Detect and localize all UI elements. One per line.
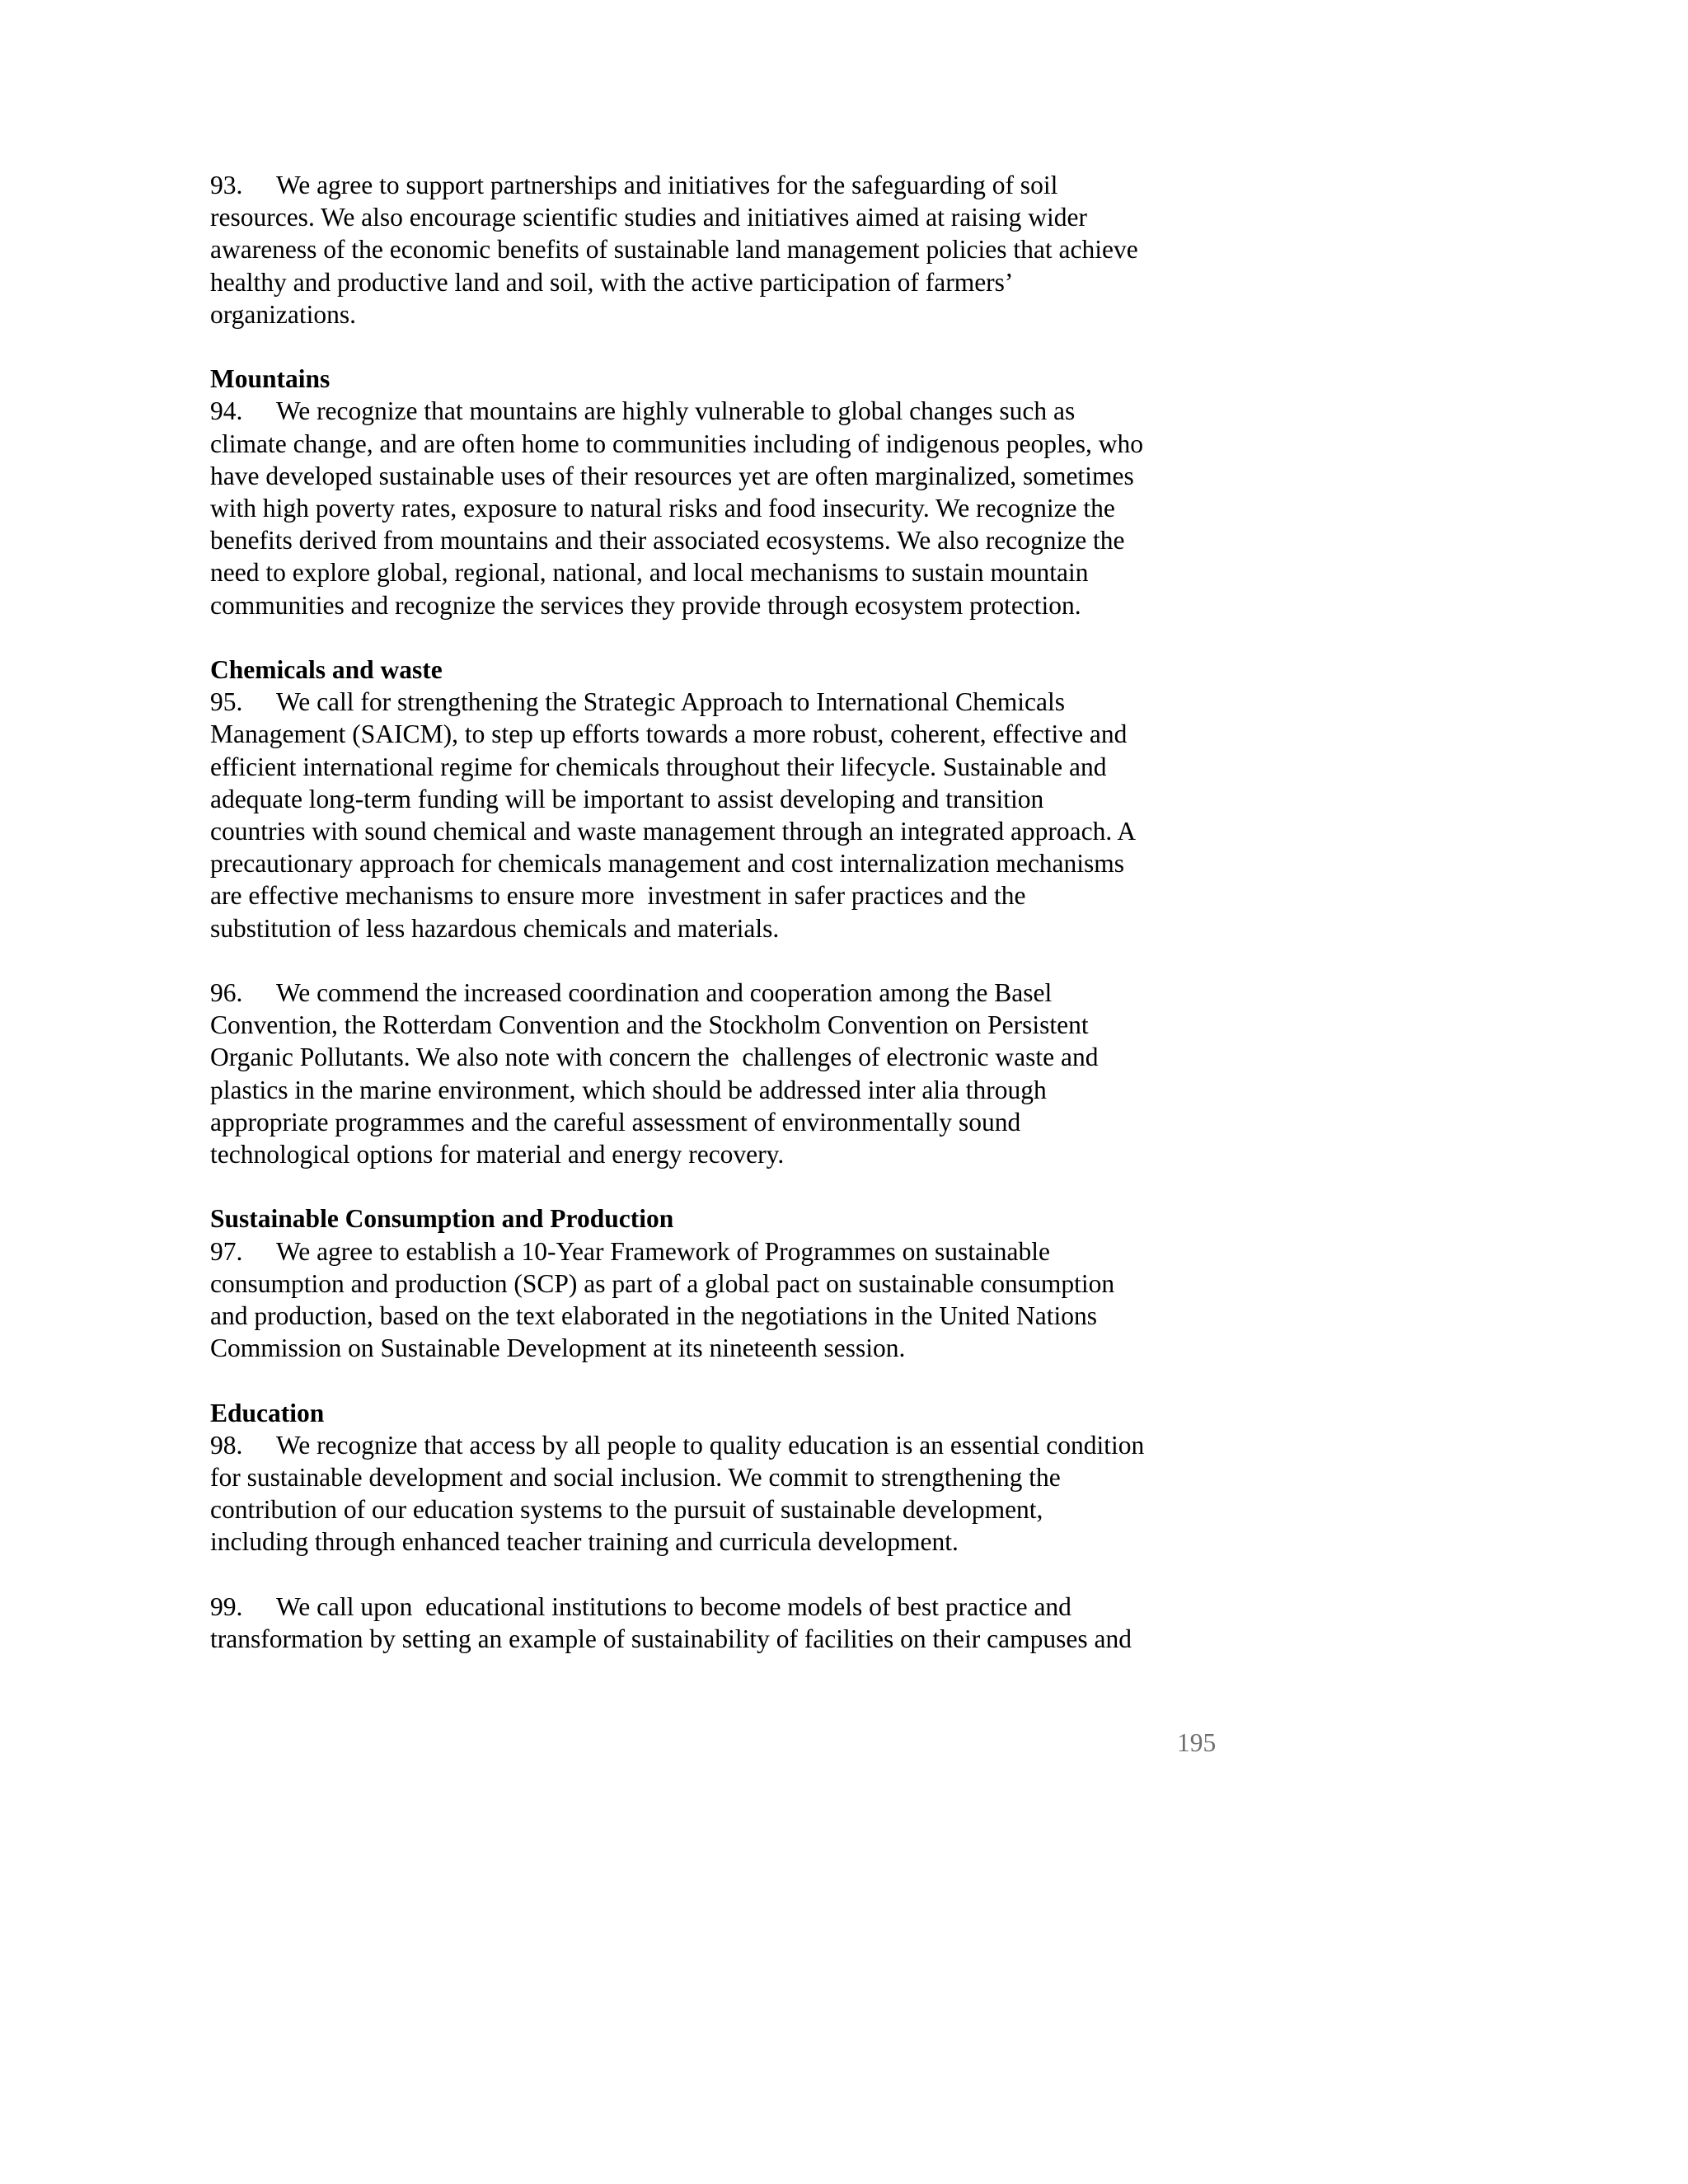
paragraph-text: appropriate programmes and the careful assessment of environmentally sound xyxy=(210,1107,1021,1137)
paragraph-text: We agree to establish a 10-Year Framework of Programmes on sustainable xyxy=(276,1236,1051,1266)
paragraph-text: technological options for material and energy recovery. xyxy=(210,1140,785,1169)
paragraph-line xyxy=(210,847,1240,879)
paragraph-number: 98. xyxy=(210,1430,243,1460)
paragraph-line xyxy=(210,524,1240,556)
paragraph-text: substitution of less hazardous chemicals and materials. xyxy=(210,913,780,943)
paragraph-line xyxy=(210,266,1240,298)
paragraph-line xyxy=(210,492,1240,524)
paragraph-text: We call upon educational institutions to become models of best practice and xyxy=(276,1591,1071,1621)
paragraph-line xyxy=(210,686,1240,718)
paragraph-line xyxy=(210,1429,1240,1461)
paragraph-text: Management (SAICM), to step up efforts towards a more robust, coherent, effective and xyxy=(210,719,1128,749)
paragraph-line xyxy=(210,1493,1240,1526)
section xyxy=(210,169,1240,330)
paragraph-line xyxy=(210,556,1240,588)
numbered-paragraph xyxy=(210,686,1240,944)
paragraph-text: are effective mechanisms to ensure more investment in safer practices and the xyxy=(210,881,1026,911)
numbered-paragraph xyxy=(210,977,1240,1170)
paragraph-text: awareness of the economic benefits of sustainable land management policies that achieve xyxy=(210,235,1138,265)
numbered-paragraph xyxy=(210,1429,1240,1558)
paragraph-text: benefits derived from mountains and their associated ecosystems. We also recognize the xyxy=(210,526,1125,555)
paragraph-line xyxy=(210,815,1240,847)
paragraph-text: consumption and production (SCP) as part of a global pact on sustainable consumption xyxy=(210,1268,1115,1298)
paragraph-line xyxy=(210,1268,1240,1300)
paragraph-text: communities and recognize the services they provide through ecosystem protection. xyxy=(210,590,1081,620)
paragraph-text: climate change, and are often home to communities including of indigenous peoples, who xyxy=(210,429,1143,458)
section xyxy=(210,654,1240,1170)
paragraph-text: and production, based on the text elaborated in the negotiations in the United Nations xyxy=(210,1301,1097,1331)
paragraph-line xyxy=(210,1106,1240,1138)
paragraph-number: 95. xyxy=(210,687,243,717)
paragraph-number: 93. xyxy=(210,171,243,199)
paragraph-line xyxy=(210,977,1240,1009)
paragraph-line xyxy=(210,912,1240,944)
paragraph-line xyxy=(210,169,1240,201)
paragraph-number: 99. xyxy=(210,1591,243,1621)
paragraph-text: with high poverty rates, exposure to natural risks and food insecurity. We recognize the xyxy=(210,494,1115,523)
paragraph-text: efficient international regime for chemicals throughout their lifecycle. Sustainable and xyxy=(210,752,1107,781)
paragraph-line xyxy=(210,1300,1240,1332)
paragraph-line xyxy=(210,395,1240,427)
section-heading: Mountains xyxy=(210,364,331,394)
paragraph-text: countries with sound chemical and waste management through an integrated approach. A xyxy=(210,817,1137,846)
paragraph-line xyxy=(210,879,1240,912)
paragraph-text: Organic Pollutants. We also note with concern the challenges of electronic waste and xyxy=(210,1043,1099,1072)
numbered-paragraph xyxy=(210,1235,1240,1365)
paragraph-line xyxy=(210,233,1240,265)
paragraph-text: transformation by setting an example of sustainability of facilities on their campuses and xyxy=(210,1624,1132,1654)
paragraph-line xyxy=(210,1138,1240,1170)
page-number: 195 xyxy=(1177,1728,1217,1757)
paragraph-line xyxy=(210,460,1240,492)
paragraph-text: organizations. xyxy=(210,299,357,329)
paragraph-text: We agree to support partnerships and initiatives for the safeguarding of soil xyxy=(276,171,1058,199)
section xyxy=(210,363,1240,621)
document-body xyxy=(210,169,1240,1687)
paragraph-line xyxy=(210,298,1240,330)
paragraph-line xyxy=(210,783,1240,815)
numbered-paragraph xyxy=(210,1591,1240,1655)
paragraph-text: We call for strengthening the Strategic Approach to International Chemicals xyxy=(276,687,1066,717)
paragraph-line xyxy=(210,1332,1240,1364)
paragraph-text: need to explore global, regional, national, and local mechanisms to sustain mountain xyxy=(210,558,1089,588)
section xyxy=(210,1397,1240,1656)
paragraph-line xyxy=(210,1041,1240,1073)
paragraph-line xyxy=(210,589,1240,621)
paragraph-line xyxy=(210,1235,1240,1268)
paragraph-text: We commend the increased coordination and cooperation among the Basel xyxy=(276,978,1053,1008)
paragraph-number: 96. xyxy=(210,978,243,1008)
section xyxy=(210,1202,1240,1364)
paragraph-line xyxy=(210,751,1240,783)
paragraph-line xyxy=(210,201,1240,233)
paragraph-line xyxy=(210,428,1240,460)
paragraph-text: resources. We also encourage scientific studies and initiatives aimed at raising wider xyxy=(210,203,1088,232)
paragraph-text: We recognize that access by all people to quality education is an essential condition xyxy=(276,1430,1145,1460)
paragraph-text: including through enhanced teacher training and curricula development. xyxy=(210,1527,959,1557)
paragraph-text: plastics in the marine environment, which should be addressed inter alia through xyxy=(210,1075,1047,1104)
paragraph-line xyxy=(210,1623,1240,1655)
paragraph-line xyxy=(210,1526,1240,1558)
paragraph-line xyxy=(210,1461,1240,1493)
numbered-paragraph xyxy=(210,169,1240,330)
paragraph-number: 97. xyxy=(210,1236,243,1266)
paragraph-line xyxy=(210,1591,1240,1623)
paragraph-text: Commission on Sustainable Development at its nineteenth session. xyxy=(210,1333,906,1363)
section-heading: Sustainable Consumption and Production xyxy=(210,1204,674,1234)
paragraph-line xyxy=(210,1009,1240,1041)
paragraph-line xyxy=(210,1074,1240,1106)
section-heading: Education xyxy=(210,1398,325,1427)
numbered-paragraph xyxy=(210,395,1240,621)
paragraph-text: adequate long-term funding will be important to assist developing and transition xyxy=(210,784,1044,813)
paragraph-text: for sustainable development and social inclusion. We commit to strengthening the xyxy=(210,1463,1061,1493)
paragraph-text: contribution of our education systems to the pursuit of sustainable development, xyxy=(210,1495,1043,1525)
section-heading: Chemicals and waste xyxy=(210,655,443,685)
paragraph-text: precautionary approach for chemicals management and cost internalization mechanisms xyxy=(210,849,1125,879)
paragraph-text: healthy and productive land and soil, with the active participation of farmers’ xyxy=(210,267,1014,297)
paragraph-text: We recognize that mountains are highly vulnerable to global changes such as xyxy=(276,396,1076,426)
paragraph-text: Convention, the Rotterdam Convention and the Stockholm Convention on Persistent xyxy=(210,1010,1089,1040)
paragraph-text: have developed sustainable uses of their resources yet are often marginalized, sometimes xyxy=(210,461,1134,490)
paragraph-number: 94. xyxy=(210,396,243,426)
paragraph-line xyxy=(210,718,1240,750)
